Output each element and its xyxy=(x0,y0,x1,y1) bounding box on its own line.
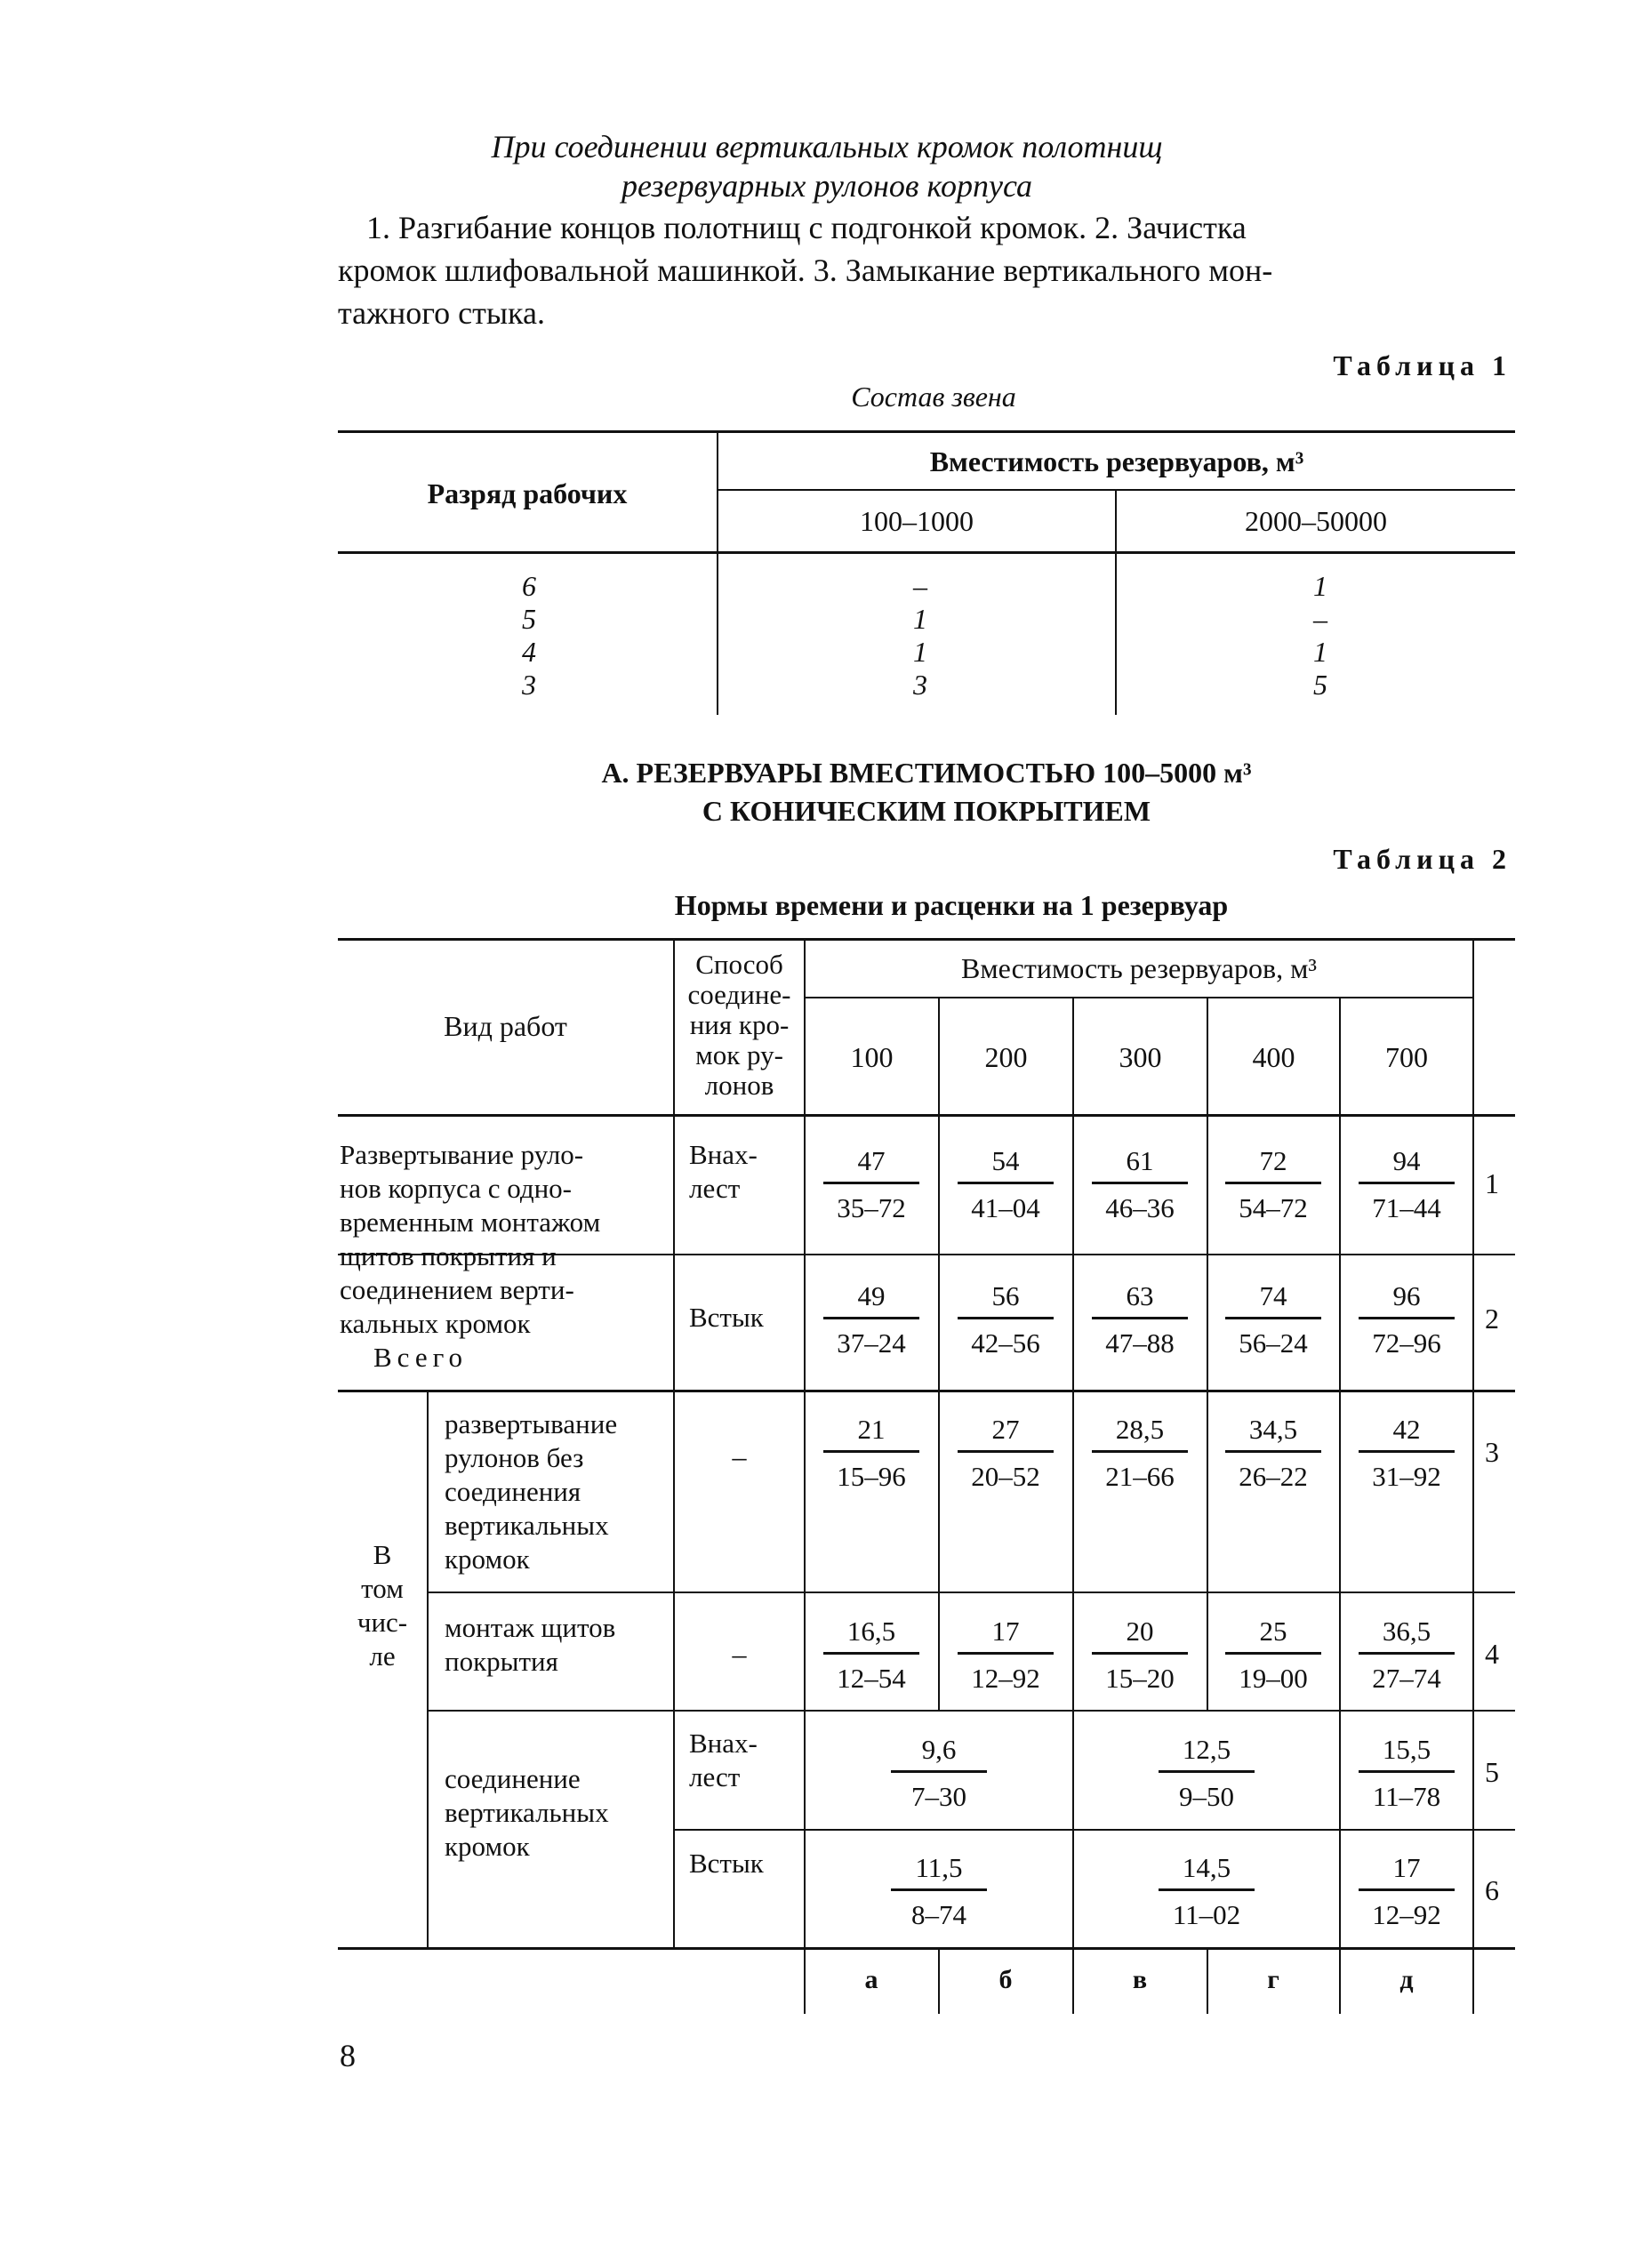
capacity-100: 100 xyxy=(850,1041,894,1073)
section-title-line-1: А. РЕЗЕРВУАРЫ ВМЕСТИМОСТЬЮ 100–5000 м³ xyxy=(601,757,1252,789)
table1-cell: – xyxy=(1313,603,1327,635)
row-number: 6 xyxy=(1485,1874,1499,1906)
norm-rate-cell: 42 31–92 xyxy=(1353,1409,1460,1494)
method-line: лест xyxy=(689,1761,741,1792)
norm-rate-cell: 16,5 12–54 xyxy=(818,1611,925,1696)
table1-cell: – xyxy=(913,570,927,602)
norm-rate-cell: 47 35–72 xyxy=(818,1141,925,1225)
norm-rate-cell: 15,5 11–78 xyxy=(1353,1729,1460,1814)
main-work-description xyxy=(340,1138,673,1375)
norm-rate-cell: 12,5 9–50 xyxy=(1153,1729,1260,1814)
norm-rate-cell: 17 12–92 xyxy=(952,1611,1059,1696)
work-line: щитов покрытия и xyxy=(340,1240,557,1271)
method-line: Внах- xyxy=(689,1728,758,1759)
work-line: соединения xyxy=(445,1476,581,1507)
method-line: лест xyxy=(689,1173,741,1204)
norm-rate-cell: 27 20–52 xyxy=(952,1409,1059,1494)
norm-rate-cell: 28,5 21–66 xyxy=(1087,1409,1193,1494)
table1-cell: 1 xyxy=(1313,636,1327,668)
row-number: 3 xyxy=(1485,1436,1499,1468)
work-line: кальных кромок xyxy=(340,1308,531,1339)
heading-line-1: При соединении вертикальных кромок полотнищ xyxy=(491,129,1163,164)
table2-label: Таблица 2 xyxy=(1333,843,1512,875)
work-line: монтаж щитов xyxy=(445,1612,616,1643)
table1-header-capacity: Вместимость резервуаров, м³ xyxy=(929,445,1304,477)
including-line: В xyxy=(373,1539,392,1570)
norm-rate-cell: 25 19–00 xyxy=(1220,1611,1327,1696)
work-line: временным монтажом xyxy=(340,1207,601,1238)
table1-cell: 1 xyxy=(1313,570,1327,602)
table2-header-capacity: Вместимость резервуаров, м³ xyxy=(961,952,1317,984)
method-line: Внах- xyxy=(689,1139,758,1170)
paragraph-line-1: 1. Разгибание концов полотнищ с подгонкой кромок. 2. Зачистка xyxy=(366,210,1247,245)
table1-sub-100-1000: 100–1000 xyxy=(860,505,974,537)
row-number: 5 xyxy=(1485,1756,1499,1788)
table2-caption: Нормы времени и расценки на 1 резервуар xyxy=(674,889,1229,921)
row-number: 1 xyxy=(1485,1167,1499,1199)
work-line: вертикальных xyxy=(445,1797,609,1828)
capacity-200: 200 xyxy=(984,1041,1028,1073)
work-line: вертикальных xyxy=(445,1510,609,1541)
norm-rate-cell: 21 15–96 xyxy=(818,1409,925,1494)
norm-rate-cell: 94 71–44 xyxy=(1353,1141,1460,1225)
norm-rate-cell: 9,6 7–30 xyxy=(886,1729,992,1814)
capacity-700: 700 xyxy=(1385,1041,1428,1073)
norm-rate-cell: 74 56–24 xyxy=(1220,1276,1327,1360)
norm-rate-cell: 96 72–96 xyxy=(1353,1276,1460,1360)
work-line: развертывание xyxy=(445,1408,618,1439)
sub-work-roof-panels xyxy=(445,1611,671,1679)
method-overlap-r5 xyxy=(689,1727,758,1794)
sub-work-edge-joining xyxy=(445,1762,671,1864)
work-line: соединением верти- xyxy=(340,1274,574,1305)
method-butt-r2: Встык xyxy=(689,1302,764,1333)
column-letter: а xyxy=(864,1965,878,1994)
norm-rate-cell: 11,5 8–74 xyxy=(886,1848,992,1932)
table1-cell: 5 xyxy=(1313,669,1327,701)
table1-sub-2000-50000: 2000–50000 xyxy=(1245,505,1387,537)
norm-rate-cell: 20 15–20 xyxy=(1087,1611,1193,1696)
table1-cell: 1 xyxy=(913,603,927,635)
paragraph-line-3: тажного стыка. xyxy=(338,295,545,331)
sub-work-unrolling xyxy=(445,1407,671,1576)
capacity-300: 300 xyxy=(1119,1041,1162,1073)
work-line: нов корпуса с одно- xyxy=(340,1173,573,1204)
method-line: мок ру- xyxy=(695,1039,783,1070)
norm-rate-cell: 61 46–36 xyxy=(1087,1141,1193,1225)
table1-cell: 3 xyxy=(913,669,927,701)
norm-rate-cell: 72 54–72 xyxy=(1220,1141,1327,1225)
table1-rank: 4 xyxy=(522,636,536,668)
section-title-line-2: С КОНИЧЕСКИМ ПОКРЫТИЕМ xyxy=(702,795,1151,827)
table2-header-work: Вид работ xyxy=(444,1010,567,1042)
including-label xyxy=(340,1538,425,1673)
column-letter: б xyxy=(998,1965,1013,1994)
work-line: покрытия xyxy=(445,1646,558,1677)
including-line: ле xyxy=(369,1640,396,1672)
table1-caption: Состав звена xyxy=(851,381,1016,413)
norm-rate-cell: 56 42–56 xyxy=(952,1276,1059,1360)
method-dash-r3: – xyxy=(732,1440,747,1472)
method-line: ния кро- xyxy=(689,1009,790,1040)
table1-label: Таблица 1 xyxy=(1333,349,1512,381)
work-line: кромок xyxy=(445,1543,530,1575)
total-label: Всего xyxy=(373,1342,469,1373)
including-line: том xyxy=(361,1573,404,1604)
table1-rank: 3 xyxy=(522,669,536,701)
table1-rank: 5 xyxy=(522,603,536,635)
capacity-400: 400 xyxy=(1252,1041,1295,1073)
table2-header-method xyxy=(675,950,804,1101)
work-line: рулонов без xyxy=(445,1442,584,1473)
work-line: кромок xyxy=(445,1831,530,1862)
table1-rank: 6 xyxy=(522,570,536,602)
norm-rate-cell: 63 47–88 xyxy=(1087,1276,1193,1360)
norm-rate-cell: 17 12–92 xyxy=(1353,1848,1460,1932)
norm-rate-cell: 49 37–24 xyxy=(818,1276,925,1360)
table1-header-rank: Разряд рабочих xyxy=(427,477,628,509)
work-line: соединение xyxy=(445,1763,581,1794)
method-line: соедине- xyxy=(687,979,791,1010)
page-number: 8 xyxy=(340,2038,356,2073)
including-line: чис- xyxy=(357,1607,408,1638)
work-line: Развертывание руло- xyxy=(340,1139,584,1170)
method-overlap-r1 xyxy=(689,1138,758,1206)
method-line: лонов xyxy=(704,1070,774,1101)
paragraph-line-2: кромок шлифовальной машинкой. 3. Замыкание вертикального мон- xyxy=(338,253,1273,288)
norm-rate-cell: 36,5 27–74 xyxy=(1353,1611,1460,1696)
table1-cell: 1 xyxy=(913,636,927,668)
heading-line-2: резервуарных рулонов корпуса xyxy=(621,168,1032,204)
row-number: 4 xyxy=(1485,1638,1499,1670)
norm-rate-cell: 14,5 11–02 xyxy=(1153,1848,1260,1932)
method-dash-r4: – xyxy=(732,1638,747,1670)
method-line: Способ xyxy=(695,949,783,980)
column-letter: г xyxy=(1267,1965,1279,1994)
method-butt-r6: Встык xyxy=(689,1848,764,1879)
column-letter: в xyxy=(1132,1965,1148,1994)
norm-rate-cell: 54 41–04 xyxy=(952,1141,1059,1225)
row-number: 2 xyxy=(1485,1303,1499,1335)
norm-rate-cell: 34,5 26–22 xyxy=(1220,1409,1327,1494)
column-letter: д xyxy=(1399,1965,1414,1994)
